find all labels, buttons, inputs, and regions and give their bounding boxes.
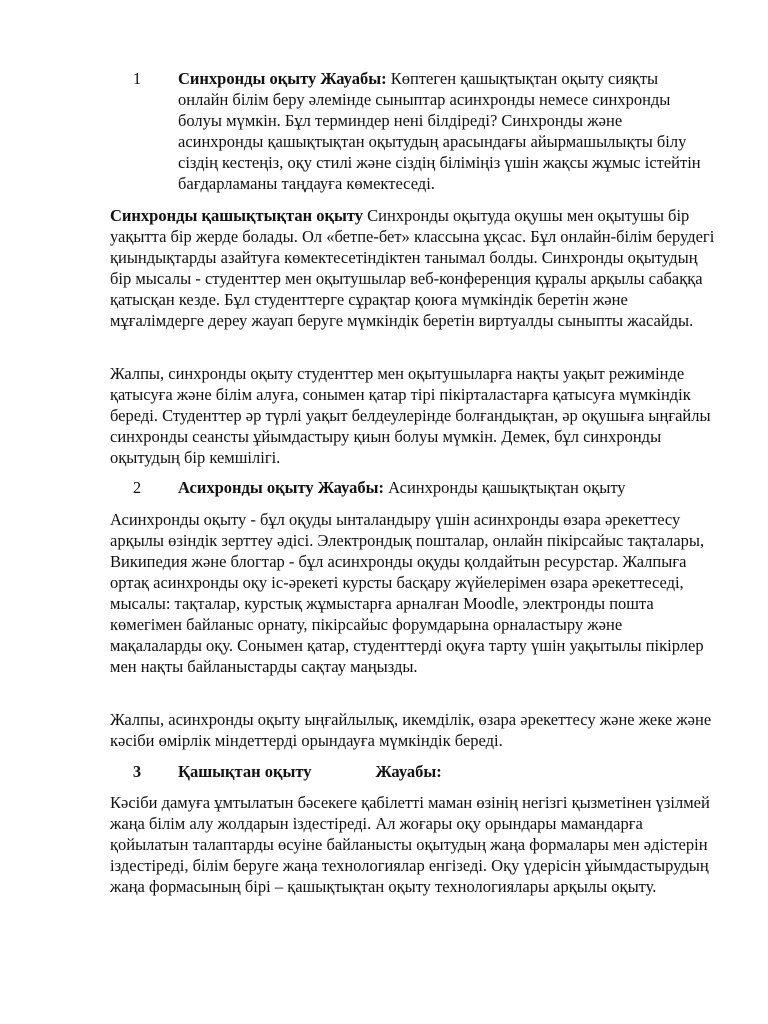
question-answer-text: Асинхронды қашықтықтан оқыту	[384, 478, 626, 497]
question-title: Қашықтан оқыту	[178, 762, 312, 781]
paragraph-text: Жалпы, асинхронды оқыту ыңғайлылық, икемділік, өзара әрекеттесу және жеке және кәсіби өмірлік міндеттерді орындауға мүмкіндік береді.	[110, 710, 712, 750]
paragraph-synchronous	[110, 205, 718, 331]
question-answer-label: Жауабы:	[375, 762, 442, 781]
paragraph-text: Асинхронды оқыту - бұл оқуды ынталандыру үшін асинхронды өзара әрекеттесу арқылы өзіндік зерттеу әдісі. Электрондық пошталар, онлайн пікірсайыс тақталары, Википедия және блогтар - бұл асинхронды оқуды қолдайтын ресурстар. Жалпыға ортақ асинхронды оқу іс-әрекеті курсты басқару жүйелерімен өзара әрекеттеседі, мысалы: тақталар, курстық жұмыстарға арналған Moodle, электронды пошта көмегімен байланыс орнату, пікірсайыс форумдарына орналастыру және мақалаларды оқу. Сонымен қатар, студенттерді оқуға тарту үшін уақытылы пікірлер мен нақты байланыстарды сақтау маңызды.	[110, 510, 705, 676]
numbered-question-1	[110, 68, 710, 194]
list-number: 2	[132, 478, 142, 497]
numbered-question-2	[110, 477, 710, 498]
question-body	[178, 68, 710, 194]
question-title: Синхронды оқыту Жауабы:	[178, 69, 387, 88]
question-answer-text: Көптеген қашықтықтан оқыту сияқты онлайн білім беру әлемінде сыныптар асинхронды немесе синхронды болуы мүмкін. Бұл терминдер нені білдіреді? Синхронды және асинхронды қашықтықтан оқытудың арасындағы айырмашылықты білу сіздің кестеңіз, оқу стилі және сіздің біліміңіз үшін жақсы жұмыс істейтін бағдарламаны таңдауға көмектеседі.	[178, 69, 701, 193]
paragraph-asynchronous	[110, 509, 718, 677]
numbered-question-3	[110, 761, 710, 782]
paragraph-lead: Синхронды қашықтықтан оқыту	[110, 206, 364, 225]
list-number: 1	[132, 69, 142, 88]
question-body	[178, 761, 710, 782]
list-number: 3	[132, 762, 142, 781]
paragraph-distance-learning	[110, 792, 718, 897]
question-title: Асихронды оқыту Жауабы:	[178, 478, 385, 497]
paragraph-text: Кәсіби дамуға ұмтылатын бәсекеге қабілетті маман өзінің негізгі қызметінен үзілмей жаңа білім алу жолдарын іздестіреді. Ал жоғары оқу орындары мамандарға қойылатын талаптарды өсуіне байланысты оқытудың жаңа формалары мен әдістерін іздестіреді, білім беруге жаңа технологиялар енгізеді. Оқу үдерісін ұйымдастырудың жаңа формасының бірі – қашықтықтан оқыту технологиялары арқылы оқыту.	[110, 793, 710, 896]
paragraph-synchronous-summary	[110, 363, 718, 468]
paragraph-text: Жалпы, синхронды оқыту студенттер мен оқытушыларға нақты уақыт режимінде қатысуға және білім алуға, сонымен қатар тірі пікірталастарға қатысуға мүмкіндік береді. Студенттер әр түрлі уақыт белдеулерінде болғандықтан, әр оқушыға ыңғайлы синхронды сеансты ұйымдастыру қиын болуы мүмкін. Демек, бұл синхронды оқытудың бір кемшілігі.	[110, 364, 711, 467]
question-body	[178, 477, 710, 498]
paragraph-asynchronous-summary	[110, 709, 718, 751]
paragraph-text: Синхронды оқытуда оқушы мен оқытушы бір уақытта бір жерде болады. Ол «бетпе-бет» классына ұқсас. Бұл онлайн-білім берудегі қиындықтарды азайтуға көмектесетіндіктен танымал болды. Синхронды оқытудың бір мысалы - студенттер мен оқытушылар веб-конференция құралы арқылы сабаққа қатысқан кезде. Бұл студенттерге сұрақтар қоюға мүмкіндік беретін және мұғалімдерге дереу жауап беруге мүмкіндік беретін виртуалды сыныпты жасайды.	[110, 206, 715, 330]
